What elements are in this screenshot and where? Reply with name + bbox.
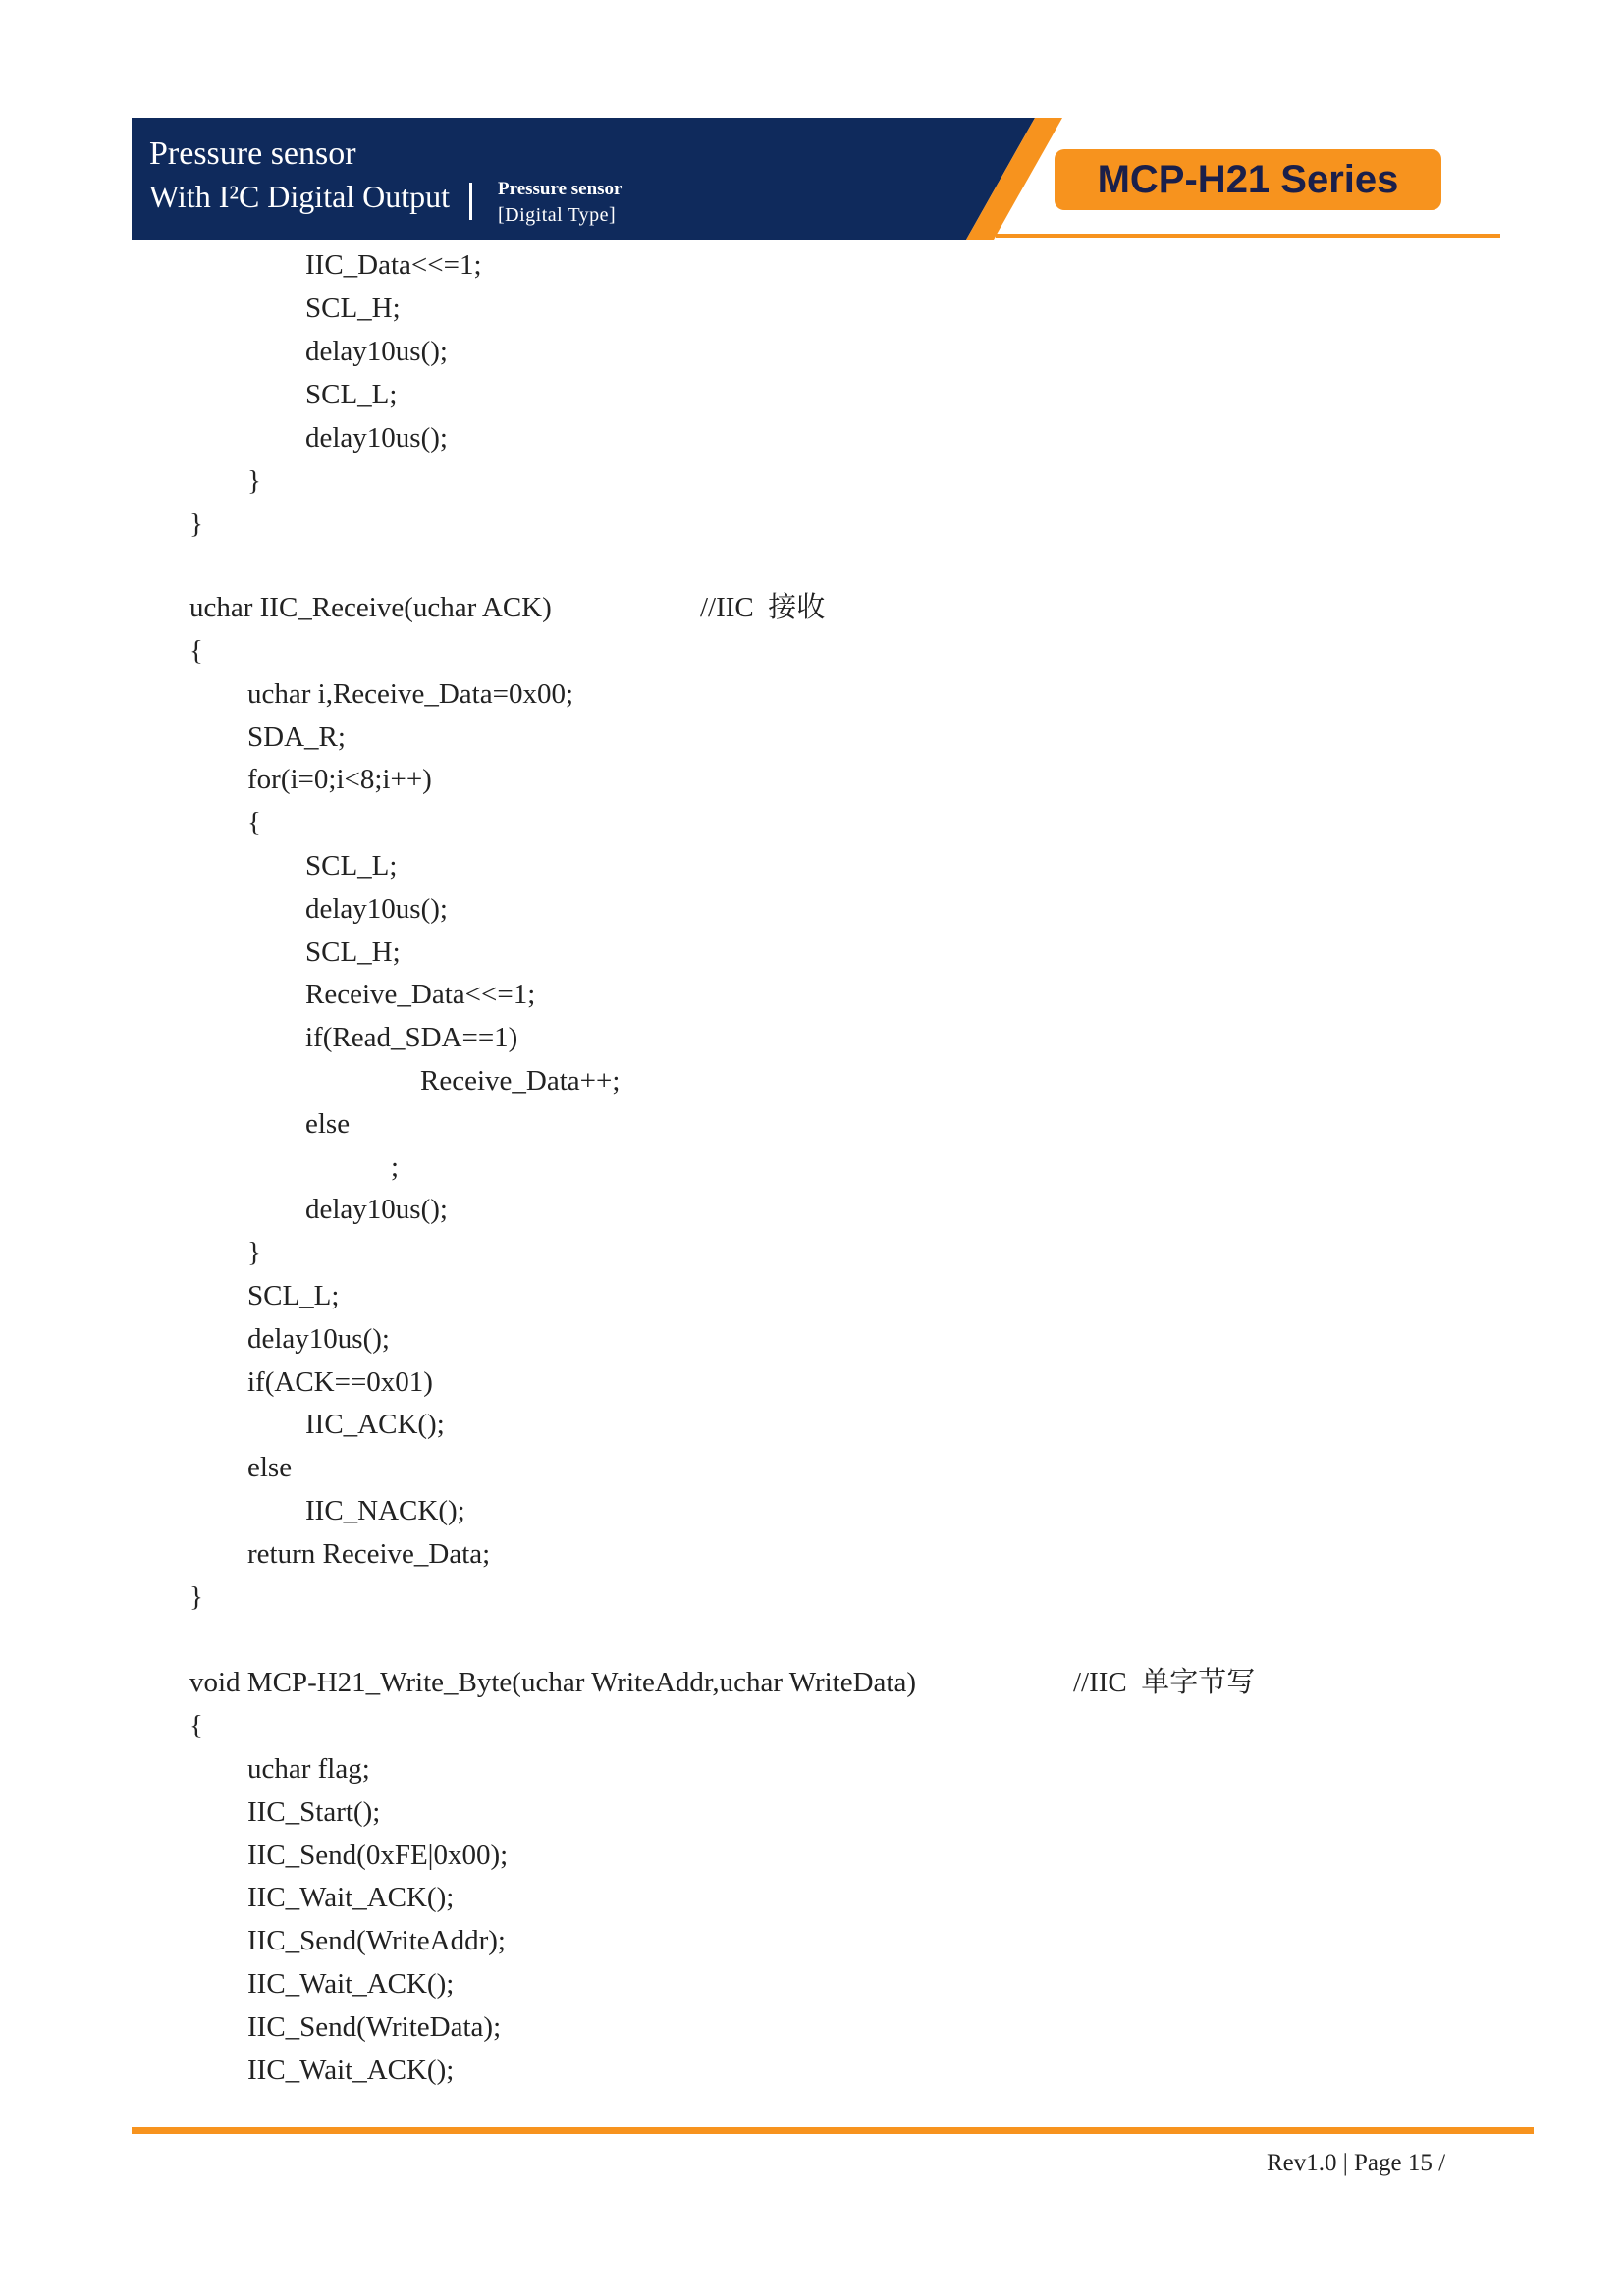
code-line: IIC_Data<<=1; xyxy=(305,249,482,281)
code-line: SCL_H; xyxy=(305,936,401,968)
code-line: if(Read_SDA==1) xyxy=(305,1022,518,1053)
code-line: { xyxy=(189,635,203,667)
code-line: uchar IIC_Receive(uchar ACK) xyxy=(189,592,552,623)
code-line: for(i=0;i<8;i++) xyxy=(247,764,432,795)
code-line: } xyxy=(189,508,203,540)
code-line: IIC_Send(WriteAddr); xyxy=(247,1925,506,1956)
code-line: IIC_Start(); xyxy=(247,1796,381,1828)
code-line: Receive_Data++; xyxy=(420,1065,621,1096)
code-line: uchar flag; xyxy=(247,1753,370,1785)
code-line: void MCP-H21_Write_Byte(uchar WriteAddr,uchar WriteData) xyxy=(189,1667,916,1698)
brand-title: Pressure sensor xyxy=(149,135,356,172)
code-line: IIC_Send(0xFE|0x00); xyxy=(247,1840,509,1871)
brand-small-title: Pressure sensor xyxy=(498,179,623,199)
brand-subtitle: With I²C Digital Output xyxy=(149,179,451,214)
code-comment: //IIC 单字节写 xyxy=(1073,1667,1256,1698)
code-line: uchar i,Receive_Data=0x00; xyxy=(247,678,573,710)
code-line: IIC_Wait_ACK(); xyxy=(247,1882,455,1913)
code-line: delay10us(); xyxy=(305,336,448,367)
code-line: Receive_Data<<=1; xyxy=(305,979,536,1010)
code-line: SCL_L; xyxy=(305,379,398,410)
brand-type-label: [Digital Type] xyxy=(498,204,617,226)
footer-rule xyxy=(132,2127,1534,2134)
code-line: } xyxy=(247,1237,261,1268)
code-line: { xyxy=(189,1710,203,1741)
code-line: if(ACK==0x01) xyxy=(247,1366,433,1398)
code-line: IIC_Send(WriteData); xyxy=(247,2011,502,2043)
code-line: ; xyxy=(391,1151,400,1183)
code-line: { xyxy=(247,807,261,838)
code-line: IIC_Wait_ACK(); xyxy=(247,1968,455,2000)
code-line: else xyxy=(247,1452,293,1483)
code-line: delay10us(); xyxy=(305,1194,448,1225)
code-line: SCL_L; xyxy=(247,1280,340,1311)
series-badge: MCP-H21 Series xyxy=(1055,149,1441,210)
code-line: } xyxy=(247,465,261,497)
code-line: IIC_Wait_ACK(); xyxy=(247,2055,455,2086)
code-line: return Receive_Data; xyxy=(247,1538,491,1570)
code-line: delay10us(); xyxy=(305,893,448,925)
code-line: } xyxy=(189,1581,203,1613)
code-line: delay10us(); xyxy=(247,1323,390,1355)
code-line: else xyxy=(305,1108,351,1140)
page-number: Rev1.0 | Page 15 / xyxy=(1267,2150,1446,2176)
code-line: SDA_R; xyxy=(247,721,346,753)
code-line: IIC_NACK(); xyxy=(305,1495,465,1526)
code-line: IIC_ACK(); xyxy=(305,1409,445,1440)
code-line: SCL_L; xyxy=(305,850,398,881)
code-line: SCL_H; xyxy=(305,293,401,324)
code-comment: //IIC 接收 xyxy=(700,592,826,623)
code-line: delay10us(); xyxy=(305,422,448,454)
